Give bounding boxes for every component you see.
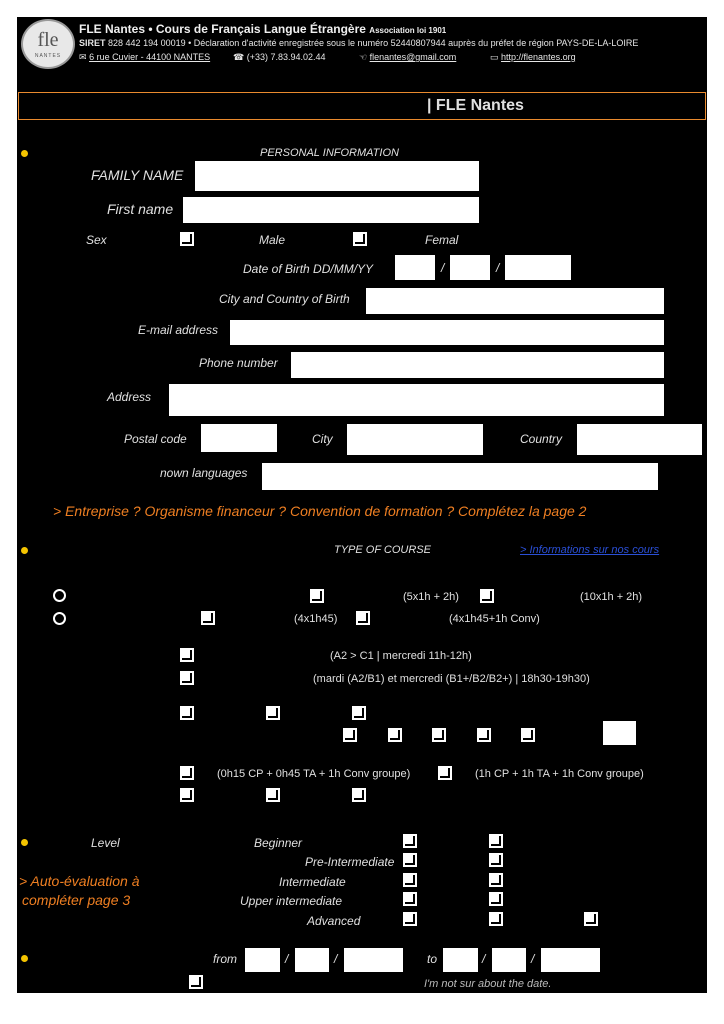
advanced-checkbox-3[interactable] <box>584 912 598 926</box>
course-0h15-checkbox[interactable] <box>180 766 194 780</box>
course-checkbox-e[interactable] <box>266 788 280 802</box>
upper-intermediate-label: Upper intermediate <box>240 894 343 908</box>
intermediate-checkbox-2[interactable] <box>489 873 503 887</box>
upper-intermediate-checkbox-1[interactable] <box>403 892 417 906</box>
to-year-field[interactable] <box>541 948 600 972</box>
level-label: Level <box>91 836 120 850</box>
postal-code-label: Postal code <box>124 432 187 446</box>
course-1h-label: (1h CP + 1h TA + 1h Conv groupe) <box>475 768 644 780</box>
from-label: from <box>213 952 237 966</box>
from-day-field[interactable] <box>245 948 280 972</box>
section-bullet <box>21 839 28 846</box>
dob-slash-2: / <box>496 261 500 275</box>
header-web <box>490 52 576 63</box>
first-name-label: First name <box>107 201 174 217</box>
course-a2-c1-checkbox[interactable] <box>180 648 194 662</box>
email-link[interactable]: flenantes@gmail.com <box>369 52 457 62</box>
birth-place-label: City and Country of Birth <box>219 292 350 306</box>
course-radio-2[interactable] <box>53 612 66 625</box>
phone-icon: ☎ <box>233 52 245 62</box>
monitor-icon: ▭ <box>490 52 499 62</box>
hours-field[interactable] <box>603 721 636 745</box>
section-bullet <box>21 150 28 157</box>
company-note: > Entreprise ? Organisme financeur ? Convention de formation ? Complétez la page 2 <box>53 503 587 519</box>
address-link[interactable]: 6 rue Cuvier - 44100 NANTES <box>89 52 211 62</box>
female-checkbox[interactable] <box>353 232 367 246</box>
hand-icon: ☜ <box>359 52 368 62</box>
course-10x1h-checkbox[interactable] <box>480 589 494 603</box>
section-bullet <box>21 547 28 554</box>
pre-intermediate-label: Pre-Intermediate <box>305 855 395 869</box>
languages-field[interactable] <box>262 463 658 490</box>
male-label: Male <box>259 233 286 247</box>
dob-slash-1: / <box>441 261 445 275</box>
course-4x1h45-label: (4x1h45) <box>294 613 338 625</box>
advanced-checkbox-2[interactable] <box>489 912 503 926</box>
to-month-field[interactable] <box>492 948 526 972</box>
country-label: Country <box>520 432 563 446</box>
logo-text: fle <box>37 29 59 51</box>
header-phone <box>233 52 326 63</box>
siret-text: 828 442 194 00019 • Déclaration d'activité enregistrée sous le numéro 52440807944 auprès du préfet de région PAYS-DE-LA-LOIRE <box>108 38 639 48</box>
form-page <box>17 17 707 993</box>
day-checkbox-2[interactable] <box>388 728 402 742</box>
course-checkbox-c[interactable] <box>352 706 366 720</box>
day-checkbox-3[interactable] <box>432 728 446 742</box>
beginner-label: Beginner <box>254 836 303 850</box>
header-assoc: Association loi 1901 <box>369 26 447 35</box>
envelope-icon: ✉ <box>79 52 87 62</box>
from-slash-2: / <box>334 952 338 966</box>
title-banner <box>18 92 706 120</box>
siret-label: SIRET <box>79 38 106 48</box>
phone-label: Phone number <box>199 356 278 370</box>
course-section-title: TYPE OF COURSE <box>334 544 431 556</box>
birth-place-field[interactable] <box>366 288 664 314</box>
course-info-link[interactable]: > Informations sur nos cours <box>520 544 660 556</box>
country-field[interactable] <box>577 424 702 455</box>
advanced-label: Advanced <box>307 914 361 928</box>
to-slash-2: / <box>531 952 535 966</box>
header-contacts <box>79 52 210 63</box>
from-slash-1: / <box>285 952 289 966</box>
beginner-checkbox-1[interactable] <box>403 834 417 848</box>
to-label: to <box>427 952 438 966</box>
address-field[interactable] <box>169 384 664 416</box>
intermediate-label: Intermediate <box>279 875 346 889</box>
course-checkbox-d[interactable] <box>180 788 194 802</box>
languages-label: nown languages <box>160 466 248 480</box>
city-label: City <box>312 432 333 446</box>
sex-label: Sex <box>86 233 107 247</box>
course-mardi-checkbox[interactable] <box>180 671 194 685</box>
phone-text: (+33) 7.83.94.02.44 <box>246 52 326 62</box>
beginner-checkbox-2[interactable] <box>489 834 503 848</box>
day-checkbox-1[interactable] <box>343 728 357 742</box>
website-link[interactable]: http://flenantes.org <box>501 52 576 62</box>
course-4x1h45-conv-checkbox[interactable] <box>356 611 370 625</box>
dob-label: Date of Birth DD/MM/YY <box>243 262 374 276</box>
logo-subtext: NANTES <box>34 53 62 59</box>
not-sure-label: I'm not sur about the date. <box>424 978 552 990</box>
course-4x1h45-checkbox[interactable] <box>201 611 215 625</box>
header-title <box>79 22 446 36</box>
course-10x1h-label: (10x1h + 2h) <box>580 591 643 603</box>
day-checkbox-5[interactable] <box>521 728 535 742</box>
header-title-text: FLE Nantes • Cours de Français Langue Étrangère <box>79 22 366 36</box>
course-mardi-label: (mardi (A2/B1) et mercredi (B1+/B2/B2+) | 18h30-19h30) <box>313 673 590 685</box>
to-day-field[interactable] <box>443 948 478 972</box>
postal-code-field[interactable] <box>201 424 277 452</box>
course-4x1h45-conv-label: (4x1h45+1h Conv) <box>449 613 540 625</box>
advanced-checkbox-1[interactable] <box>403 912 417 926</box>
not-sure-checkbox[interactable] <box>189 975 203 989</box>
phone-field[interactable] <box>291 352 664 378</box>
personal-section-title: PERSONAL INFORMATION <box>260 147 399 159</box>
address-label: Address <box>107 390 152 404</box>
banner-title: | FLE Nantes <box>427 97 524 114</box>
section-bullet <box>21 955 28 962</box>
upper-intermediate-checkbox-2[interactable] <box>489 892 503 906</box>
auto-eval-note-2: compléter page 3 <box>22 892 131 908</box>
email-label: E-mail address <box>138 323 219 337</box>
male-checkbox[interactable] <box>180 232 194 246</box>
course-checkbox-f[interactable] <box>352 788 366 802</box>
intermediate-checkbox-1[interactable] <box>403 873 417 887</box>
day-checkbox-4[interactable] <box>477 728 491 742</box>
pre-intermediate-checkbox-2[interactable] <box>489 853 503 867</box>
course-0h15-label: (0h15 CP + 0h45 TA + 1h Conv groupe) <box>217 768 411 780</box>
course-checkbox-a[interactable] <box>180 706 194 720</box>
email-field[interactable] <box>230 320 664 345</box>
header-siret <box>79 38 638 48</box>
from-month-field[interactable] <box>295 948 329 972</box>
auto-eval-note-1: > Auto-évaluation à <box>19 873 140 889</box>
dob-day-field[interactable] <box>395 255 435 280</box>
city-field[interactable] <box>347 424 483 455</box>
course-a2-c1-label: (A2 > C1 | mercredi 11h-12h) <box>330 650 472 662</box>
course-1h-checkbox[interactable] <box>438 766 452 780</box>
dob-year-field[interactable] <box>505 255 571 280</box>
course-5x1h-checkbox[interactable] <box>310 589 324 603</box>
to-slash-1: / <box>482 952 486 966</box>
dob-month-field[interactable] <box>450 255 490 280</box>
female-label: Femal <box>425 233 459 247</box>
pre-intermediate-checkbox-1[interactable] <box>403 853 417 867</box>
course-radio-1[interactable] <box>53 589 66 602</box>
header-email <box>359 52 456 63</box>
family-name-label: FAMILY NAME <box>91 167 184 183</box>
from-year-field[interactable] <box>344 948 403 972</box>
course-5x1h-label: (5x1h + 2h) <box>403 591 459 603</box>
family-name-field[interactable] <box>195 161 479 191</box>
first-name-field[interactable] <box>183 197 479 223</box>
course-checkbox-b[interactable] <box>266 706 280 720</box>
fle-logo <box>21 19 75 69</box>
